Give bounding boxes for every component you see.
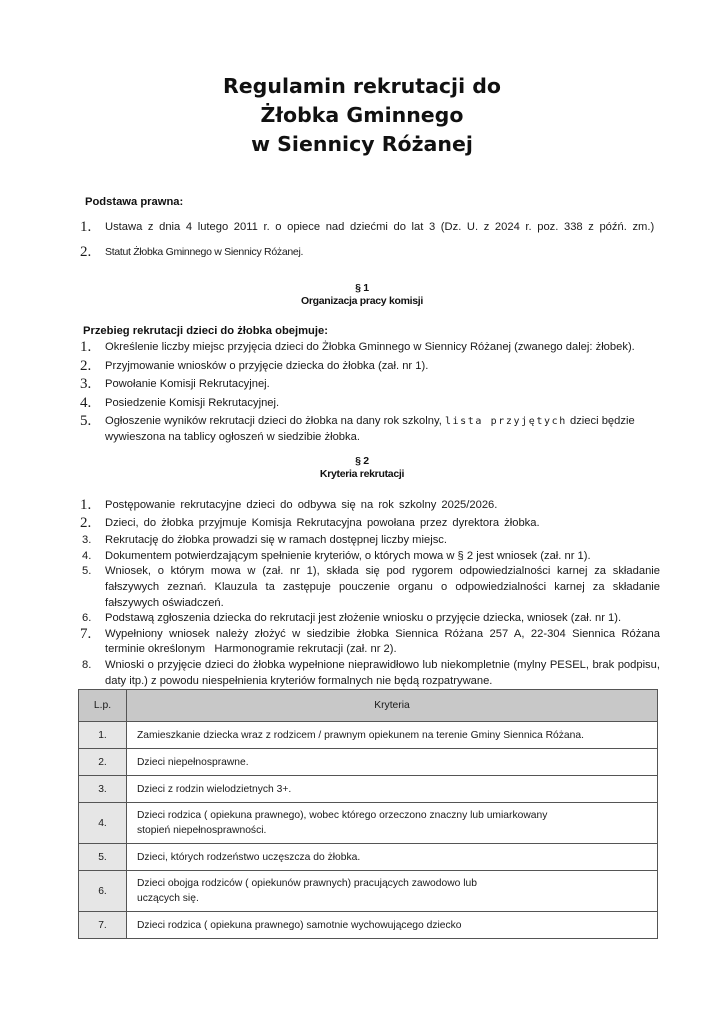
list-text: Określenie liczby miejsc przyjęcia dzieci do Żłobka Gminnego w Siennicy Różanej (zwanego dalej: żłobek). xyxy=(105,341,635,353)
header-lp: L.p. xyxy=(79,690,127,722)
legal-basis-list xyxy=(80,220,660,260)
list-number: 1. xyxy=(80,339,92,355)
section-1-symbol: § 1 xyxy=(355,282,369,294)
list-item xyxy=(80,658,660,689)
list-item xyxy=(80,516,660,532)
list-item xyxy=(80,220,660,236)
row-criterion: Dzieci, których rodzeństwo uczęszcza do żłobka. xyxy=(127,844,658,871)
list-text: Dzieci, do żłobka przyjmuje Komisja Rekrutacyjna powołana przez dyrektora żłobka. xyxy=(105,516,540,529)
list-text: Postępowanie rekrutacyjne dzieci do odbywa się na rok szkolny 2025/2026. xyxy=(105,499,498,511)
list-number: 4. xyxy=(82,549,92,562)
list-number: 2. xyxy=(80,243,92,260)
list-item xyxy=(80,564,660,611)
row-criterion: Dzieci rodzica ( opiekuna prawnego), wobec którego orzeczono znaczny lub umiarkowany stopień niepełnosprawności. xyxy=(127,803,658,844)
list-item xyxy=(80,340,660,356)
list-number: 8. xyxy=(82,658,92,671)
section-1-title: Organizacja pracy komisji xyxy=(300,295,424,307)
table-row xyxy=(79,844,658,871)
list-item xyxy=(80,245,660,261)
list-number: 1. xyxy=(80,497,92,513)
text-part-spaced: lista przyjętych xyxy=(444,416,567,428)
list-number: 6. xyxy=(82,612,92,625)
section-2-symbol: § 2 xyxy=(355,455,369,467)
list-number: 3. xyxy=(80,376,92,393)
list-text: Wnioski o przyjęcie dzieci do żłobka wypełnione nieprawidłowo lub niekompletnie (mylny PESEL, brak podpisu, daty itp.) z powodu niespełnienia kryteriów formalnych nie będą rozpatrywane. xyxy=(105,658,660,687)
table-row xyxy=(79,912,658,939)
section-2-list xyxy=(80,497,673,705)
row-criterion: Dzieci niepełnosprawne. xyxy=(127,749,658,776)
row-number: 7. xyxy=(79,912,127,939)
list-number: 2. xyxy=(80,514,92,531)
list-number: 5. xyxy=(82,565,92,578)
list-item xyxy=(80,533,660,549)
list-number: 2. xyxy=(80,357,92,374)
criterion-line-1: Dzieci obojga rodziców ( opiekunów prawnych) pracujących zawodowo lub xyxy=(137,878,477,889)
list-number: 3. xyxy=(82,534,92,547)
title-line-1: Regulamin rekrutacji do xyxy=(222,74,502,98)
row-number: 1. xyxy=(79,722,127,749)
row-number: 6. xyxy=(79,871,127,912)
list-text: Powołanie Komisji Rekrutacyjnej. xyxy=(105,378,270,391)
list-text: Dokumentem potwierdzającym spełnienie kryteriów, o których mowa w § 2 jest wniosek (zał. nr 1). xyxy=(105,549,591,562)
row-number: 3. xyxy=(79,776,127,803)
text-part: Ogłoszenie wyników rekrutacji dzieci do żłobka na dany rok szkolny, xyxy=(105,415,445,428)
list-number: 1. xyxy=(80,219,92,235)
row-number: 4. xyxy=(79,803,127,844)
list-text xyxy=(105,414,660,445)
row-criterion: Zamieszkanie dziecka wraz z rodzicem / prawnym opiekunem na terenie Gminy Siennica Różana. xyxy=(127,722,658,749)
list-number: 5. xyxy=(80,413,92,430)
list-text: Statut Żłobka Gminnego w Siennicy Różanej. xyxy=(105,245,304,258)
legal-basis-heading: Podstawa prawna: xyxy=(85,196,184,208)
section-1-intro: Przebieg rekrutacji dzieci do żłobka obejmuje: xyxy=(83,325,328,337)
row-criterion xyxy=(127,871,658,912)
table-row xyxy=(79,803,658,844)
text-part: dzieci będzie wywieszona na tablicy ogłoszeń w siedzibie żłobka. xyxy=(105,415,635,443)
list-item xyxy=(80,611,660,627)
row-criterion: Dzieci z rodzin wielodzietnych 3+. xyxy=(127,776,658,803)
table-row xyxy=(79,776,658,803)
row-criterion: Dzieci rodzica ( opiekuna prawnego) samotnie wychowującego dziecko xyxy=(127,912,658,939)
section-2-title: Kryteria rekrutacji xyxy=(319,468,405,480)
criterion-line-2: uczących się. xyxy=(137,893,199,904)
list-text: Rekrutację do żłobka prowadzi się w ramach dostępnej liczby miejsc. xyxy=(105,534,447,547)
list-item xyxy=(80,414,660,445)
list-text: Posiedzenie Komisji Rekrutacyjnej. xyxy=(105,396,280,409)
header-criteria: Kryteria xyxy=(127,690,658,722)
title-line-2: Żłobka Gminnego xyxy=(260,103,464,127)
list-item xyxy=(80,498,660,514)
criteria-table xyxy=(78,689,658,939)
table-row xyxy=(79,871,658,912)
title-line-3: w Siennicy Różanej xyxy=(251,132,473,156)
list-text: Przyjmowanie wniosków o przyjęcie dziecka do żłobka (zał. nr 1). xyxy=(105,359,429,372)
table-header-row xyxy=(79,690,658,722)
list-number: 7. xyxy=(80,625,92,642)
section-1-list xyxy=(80,340,660,446)
list-item xyxy=(80,359,660,375)
list-item xyxy=(80,625,673,658)
table-row xyxy=(79,722,658,749)
list-item xyxy=(80,396,660,412)
row-number: 5. xyxy=(79,844,127,871)
list-number: 4. xyxy=(80,394,92,411)
list-item xyxy=(80,549,660,565)
list-text: Podstawą zgłoszenia dziecka do rekrutacji jest złożenie wniosku o przyjęcie dziecka, wniosek (zał. nr 1). xyxy=(105,612,622,625)
list-item xyxy=(80,377,660,393)
row-number: 2. xyxy=(79,749,127,776)
list-text: Wypełniony wniosek należy złożyć w siedzibie żłobka Siennica Różana 257 A, 22-304 Siennica Różana terminie określonym Harmonogramie rekrutacji (zał. nr 2). xyxy=(105,627,673,656)
list-text: Wniosek, o którym mowa w (zał. nr 1), składa się pod rygorem odpowiedzialności karnej za składanie fałszywych zeznań. Klauzula ta zastępuje pouczenie organu o odpowiedzialności karnej za składanie fałszywych oświadczeń. xyxy=(105,565,660,609)
table-row xyxy=(79,749,658,776)
document-title xyxy=(0,72,724,159)
list-text: Ustawa z dnia 4 lutego 2011 r. o opiece nad dziećmi do lat 3 (Dz. U. z 2024 r. poz. 338 z późń. zm.) xyxy=(105,221,655,233)
